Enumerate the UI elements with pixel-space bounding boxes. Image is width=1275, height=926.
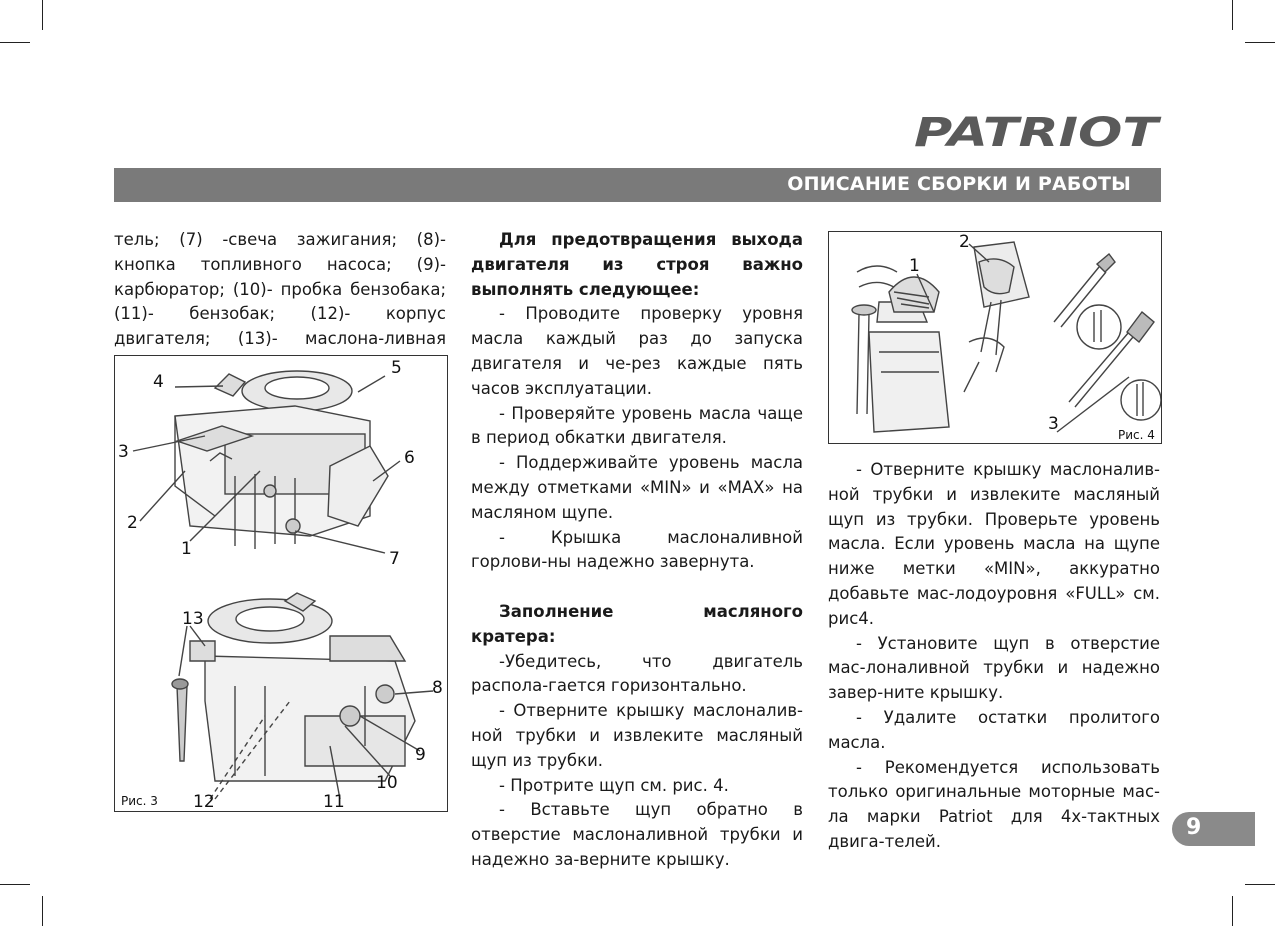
right-column (828, 458, 1160, 855)
instruction-paragraph: -Убедитесь, что двигатель распола-гается горизонтально. (471, 651, 803, 696)
fig4-label-1: 1 (909, 256, 920, 276)
fig3-label-12: 12 (193, 792, 215, 812)
instruction-paragraph: - Крышка маслоналивной горлови-ны надежно завернута. (471, 527, 803, 572)
parts-list-text: тель; (7) -свеча зажигания; (8)- кнопка топливного насоса; (9)- карбюратор; (10)- пробка бензобака; (11)- бензобак; (12)- корпус двигателя; (13)- маслона-ливная (114, 230, 446, 349)
fig3-label-13: 13 (182, 609, 204, 629)
engine-illustration (115, 356, 447, 811)
fig4-label-3: 3 (1048, 414, 1059, 434)
fig3-label-5: 5 (391, 358, 402, 378)
crop-mark (1245, 884, 1275, 885)
instruction-paragraph: - Установите щуп в отверстие мас-лоналивной трубки и надежно завер-ните крышку. (828, 633, 1160, 703)
figure-4 (828, 231, 1162, 444)
fig3-label-11: 11 (323, 792, 345, 812)
crop-mark (1232, 896, 1233, 926)
crop-mark (42, 896, 43, 926)
dipstick-illustration (829, 232, 1161, 443)
fig3-label-6: 6 (404, 448, 415, 468)
svg-text:PATRIOT: PATRIOT (914, 110, 1162, 154)
instruction-paragraph: - Вставьте щуп обратно в отверстие маслоналивной трубки и надежно за-верните крышку. (471, 800, 803, 869)
instruction-paragraph: - Поддерживайте уровень масла между отметками «MIN» и «MAX» на масляном щупе. (471, 453, 803, 522)
page-number-tab (1172, 812, 1255, 846)
fig3-label-3: 3 (118, 442, 129, 462)
crop-mark (42, 0, 43, 30)
fig3-label-9: 9 (415, 745, 426, 765)
instruction-paragraph: - Проводите проверку уровня масла каждый раз до запуска двигателя и че-рез каждые пять часов эксплуатации. (471, 304, 803, 398)
fig4-label-2: 2 (959, 232, 970, 252)
section-header (114, 168, 1161, 202)
crop-mark (0, 42, 30, 43)
fig3-label-7: 7 (389, 549, 400, 569)
spacer (471, 575, 803, 600)
crop-mark (1245, 42, 1275, 43)
instruction-paragraph: - Рекомендуется использовать только оригинальные моторные мас-ла марки Patriot для 4х-тактных двига-телей. (828, 757, 1160, 851)
fig3-label-4: 4 (153, 372, 164, 392)
fig3-label-10: 10 (376, 773, 398, 793)
section-title: ОПИСАНИЕ СБОРКИ И РАБОТЫ (787, 173, 1131, 195)
instructions-heading: Для предотвращения выхода двигателя из строя важно выполнять следующее: (471, 230, 803, 299)
fig3-label-8: 8 (432, 678, 443, 698)
middle-column (471, 228, 803, 873)
figure-3 (114, 355, 448, 812)
fig3-caption: Рис. 3 (121, 794, 158, 808)
brand-logo (912, 108, 1162, 154)
crop-mark (0, 884, 30, 885)
instruction-paragraph: - Отверните крышку маслоналив-ной трубки и извлеките масляный щуп из трубки. (471, 701, 803, 770)
fig3-label-1: 1 (181, 539, 192, 559)
fig4-caption: Рис. 4 (1118, 428, 1155, 442)
page-number: 9 (1186, 815, 1202, 840)
instruction-paragraph: - Удалите остатки пролитого масла. (828, 707, 1160, 752)
crop-mark (1232, 0, 1233, 30)
fig3-label-2: 2 (127, 513, 138, 533)
instruction-paragraph: - Отверните крышку маслоналив-ной трубки и извлеките масляный щуп из трубки. Проверьте уровень масла. Если уровень масла на щупе ниже метки «MIN», аккуратно добавьте мас-лодоуровня «FULL» см. рис4. (828, 460, 1160, 628)
oil-fill-heading: Заполнение масляного кратера: (471, 601, 803, 646)
instruction-paragraph: - Протрите щуп см. рис. 4. (499, 775, 729, 795)
instruction-paragraph: - Проверяйте уровень масла чаще в период обкатки двигателя. (471, 403, 803, 448)
